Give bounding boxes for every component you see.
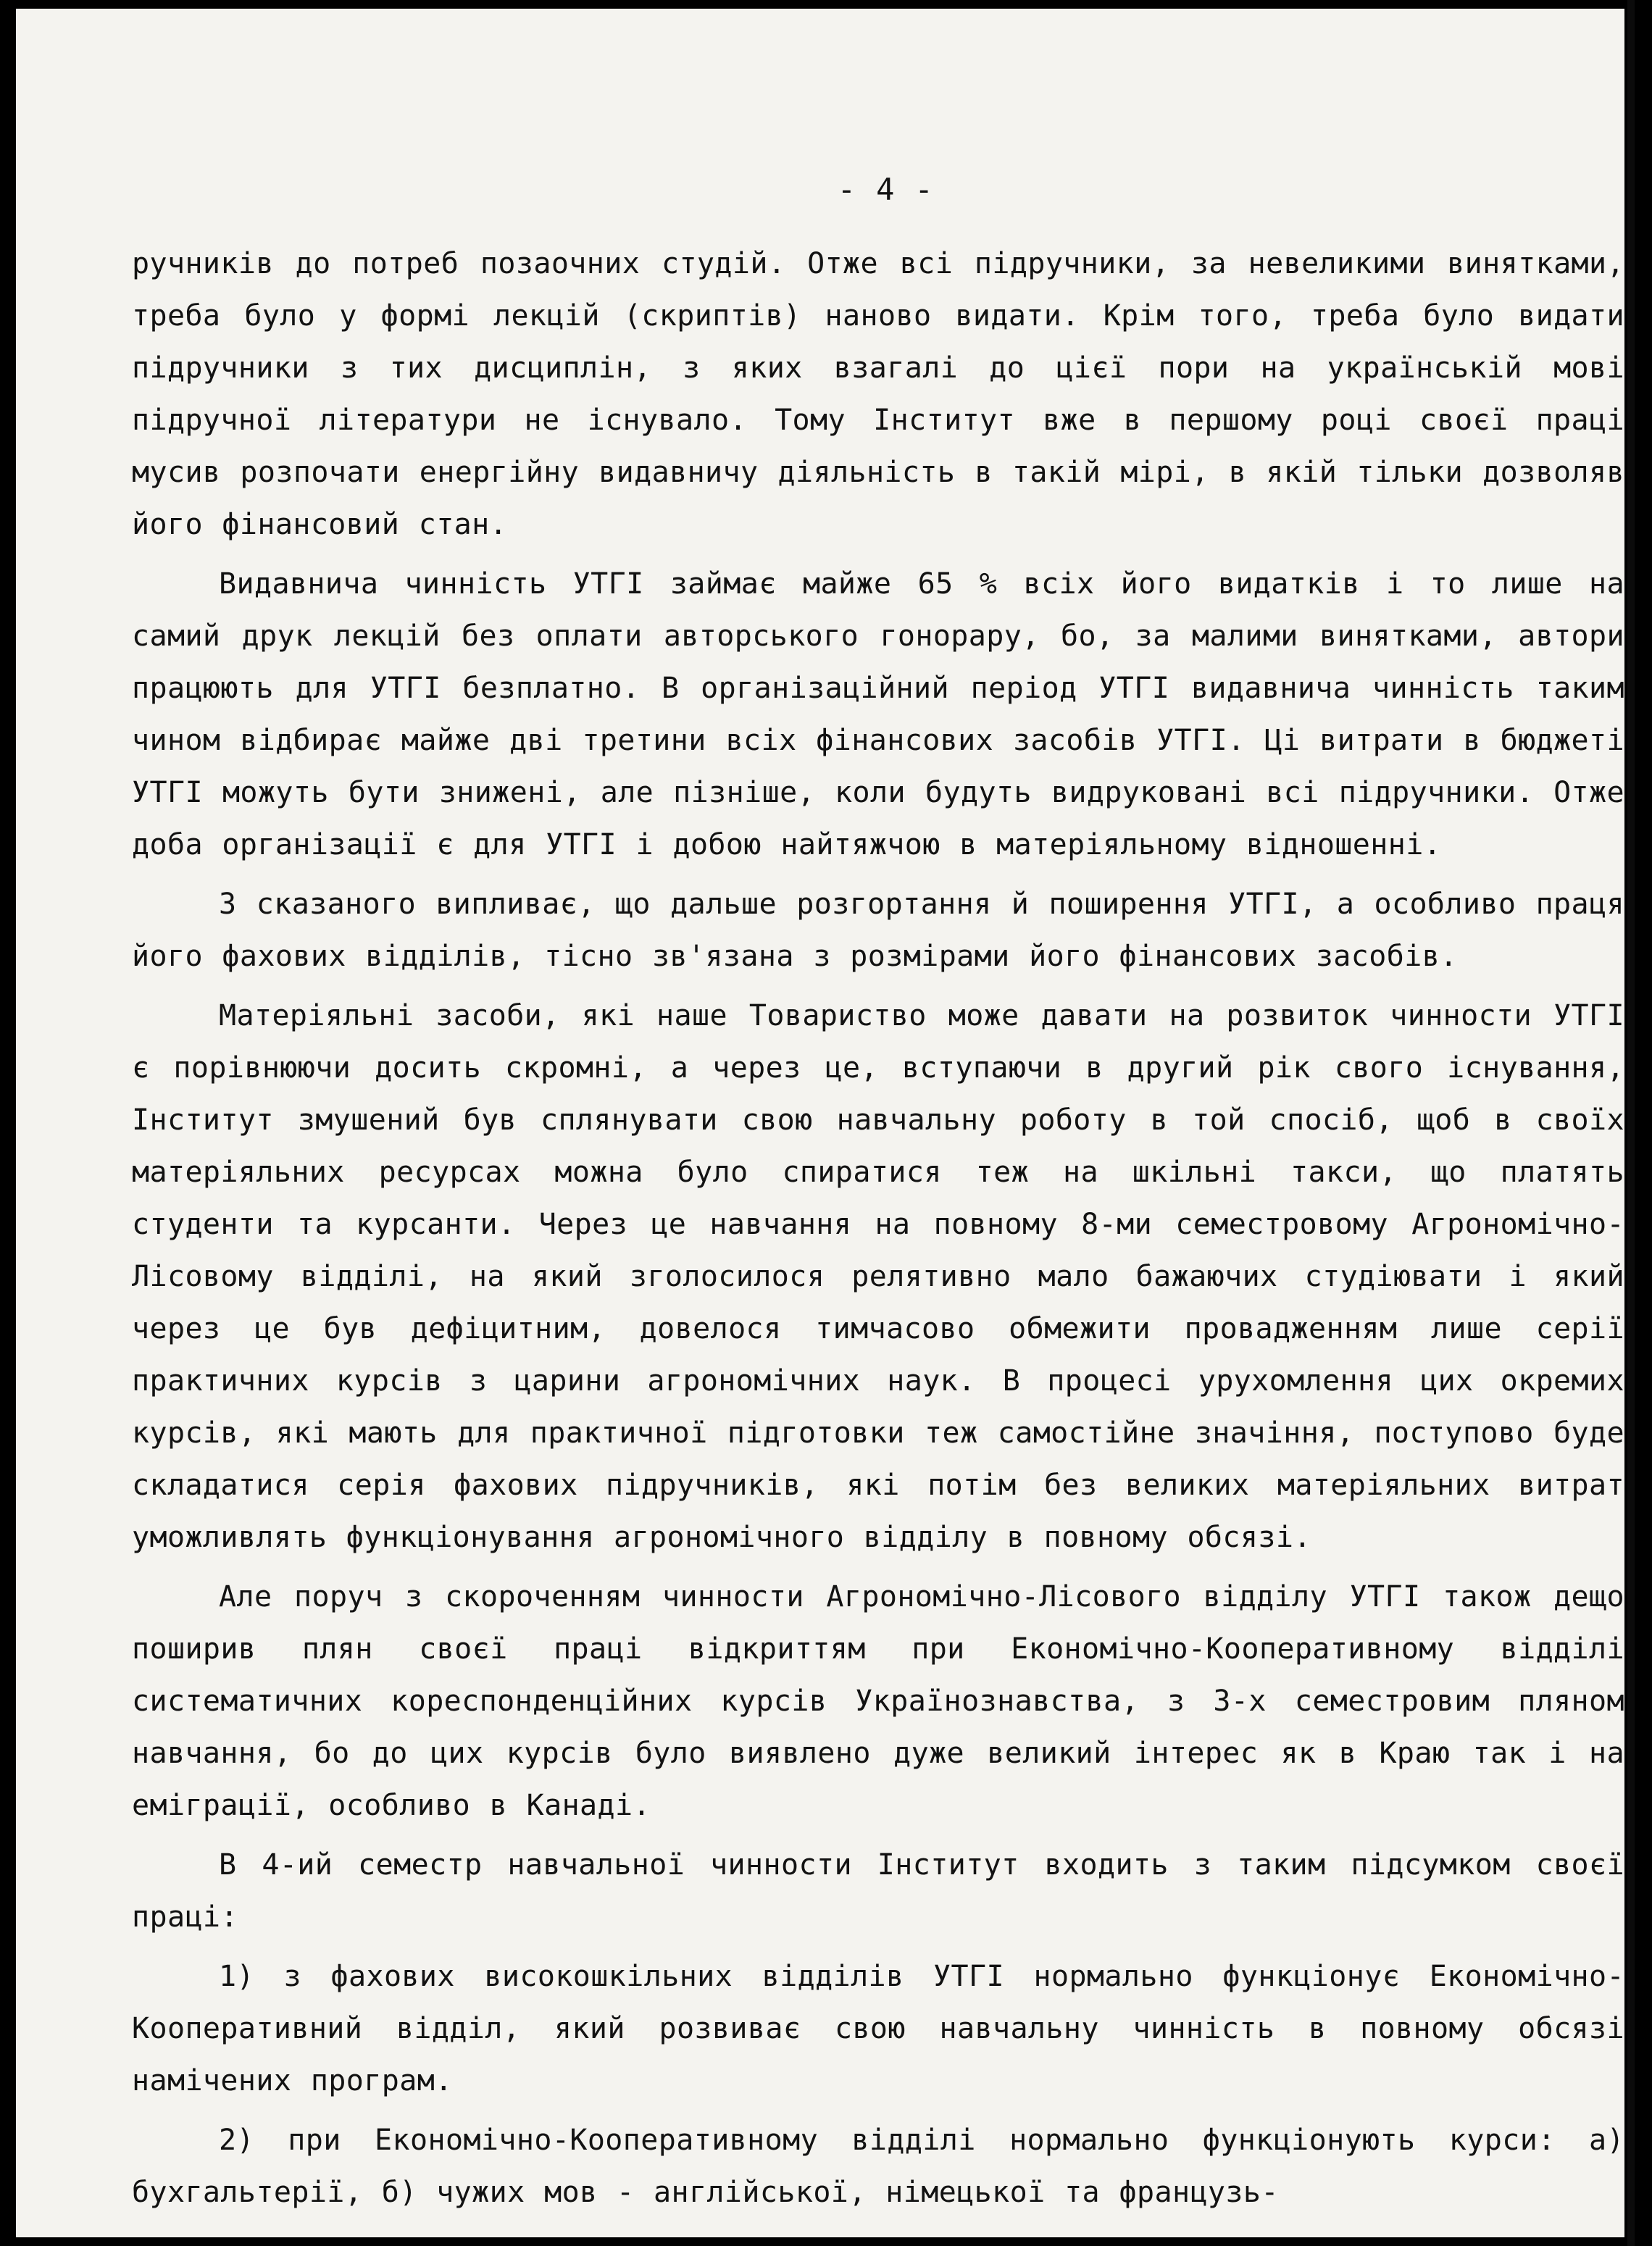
paragraph-4: Матеріяльні засоби, які наше Товариство може давати на розвиток чинности УТГІ є порівнюючи досить скромні, а через це, вступаючи в другий рік свого існування, Інститут змушений був сплянувати свою навчальну роботу в той спосіб, щоб в своїх матеріяльних ресурсах можна було спиратися теж на шкільні такси, що платять студенти та курсанти. Через це навчання на повному 8-ми семестровому Агрономічно-Лісовому відділі, на який зголосилося релятивно мало бажаючих студіювати і який через це був дефіцитним, довелося тимчасово обмежити провадженням лише серії практичних курсів з царини агрономічних наук. В процесі урухомлення цих окремих курсів, які мають для практичної підготовки теж самостійне значіння, поступово буде складатися серія фахових підручників, які потім без великих матеріяльних витрат уможливлять функціонування агрономічного відділу в повному обсязі. — [132, 999, 1624, 1554]
paragraph-6: В 4-ий семестр навчальної чинности Інститут входить з таким підсумком своєї праці: — [132, 1848, 1624, 1934]
list-item-2: 2) при Економічно-Кооперативному відділі нормально функціонують курси: а) бухгальтерії, б) чужих мов - англійської, німецької та французь- — [132, 2124, 1624, 2209]
list-item-1: 1) з фахових високошкільних відділів УТГІ нормально функціонує Економічно-Кооперативний відділ, який розвиває свою навчальну чинність в повному обсязі намічених програм. — [132, 1960, 1624, 2097]
paragraph-5: Але поруч з скороченням чинности Агрономічно-Лісового відділу УТГІ також дещо поширив плян своєї праці відкриттям при Економічно-Кооперативному відділі систематичних кореспонденційних курсів Українознавства, з 3-х семестровим пляном навчання, бо до цих курсів було виявлено дуже великий інтерес як в Краю так і на еміграції, особливо в Канаді. — [132, 1580, 1624, 1822]
document-page — [16, 9, 1624, 2237]
page-number: - 4 - — [837, 172, 934, 207]
paragraph-1: ручників до потреб позаочних студій. Отже всі підручники, за невеликими винятками, треба було у формі лекцій (скриптів) наново видати. Крім того, треба було видати підручники з тих дисциплін, з яких взагалі до цієї пори на українській мові підручної літератури не існувало. Тому Інститут вже в першому році своєї праці мусив розпочати енергійну видавничу діяльність в такій мірі, в якій тільки дозволяв його фінансовий стан. — [132, 247, 1624, 541]
page-body — [132, 168, 1624, 2226]
paragraph-3: З сказаного випливає, що дальше розгортання й поширення УТГІ, а особливо праця його фахових відділів, тісно зв'язана з розмірами його фінансових засобів. — [132, 888, 1624, 973]
paragraph-2: Видавнича чинність УТГІ займає майже 65 % всіх його видатків і то лише на самий друк лекцій без оплати авторського гонорару, бо, за малими винятками, автори працюють для УТГІ безплатно. В організаційний період УТГІ видавнича чинність таким чином відбирає майже дві третини всіх фінансових засобів УТГІ. Ці витрати в бюджеті УТГІ можуть бути знижені, але пізніше, коли будуть видруковані всі підручники. Отже доба організації є для УТГІ і добою найтяжчою в матеріяльному відношенні. — [132, 567, 1624, 861]
right-edge-bar — [1627, 0, 1635, 2246]
